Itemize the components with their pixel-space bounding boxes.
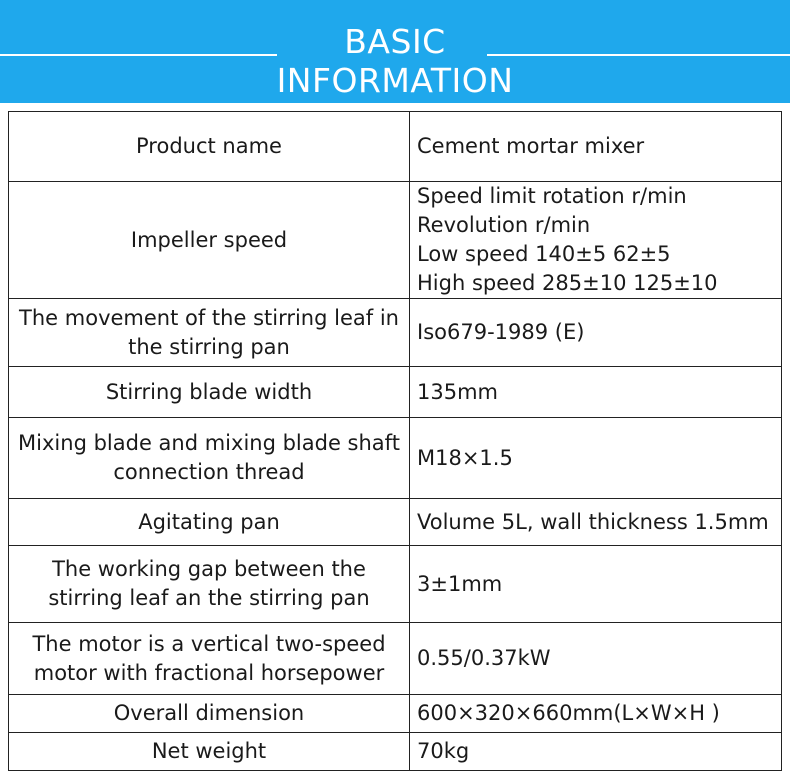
page-title-line1: BASIC	[344, 22, 446, 61]
value-line: Cement mortar mixer	[417, 134, 645, 158]
page-title	[0, 22, 790, 100]
spec-key-overall-dimension: Overall dimension	[9, 695, 410, 733]
table-row	[9, 112, 782, 182]
table-row	[9, 499, 782, 546]
value-line: 135mm	[417, 379, 498, 404]
spec-key-stirring-movement: The movement of the stirring leaf in the stirring pan	[9, 299, 410, 367]
spec-key-motor: The motor is a vertical two-speed motor with fractional horsepower	[9, 623, 410, 695]
spec-value-impeller-speed	[410, 182, 782, 299]
value-line: Low speed 140±5 62±5	[417, 242, 671, 266]
table-row	[9, 418, 782, 499]
value-line: Iso679-1989 (E)	[417, 320, 585, 344]
spec-key-product-name: Product name	[9, 112, 410, 182]
table-row	[9, 546, 782, 623]
spec-key-net-weight: Net weight	[9, 733, 410, 771]
spec-key-agitating-pan: Agitating pan	[9, 499, 410, 546]
table-row	[9, 299, 782, 367]
spec-key-blade-width: Stirring blade width	[9, 367, 410, 418]
value-line: Revolution r/min	[417, 213, 591, 237]
page-title-line2: INFORMATION	[276, 61, 514, 100]
spec-key-impeller-speed: Impeller speed	[9, 182, 410, 299]
header-banner	[0, 0, 790, 103]
value-line: 0.55/0.37kW	[417, 646, 551, 670]
table-row	[9, 182, 782, 299]
spec-key-working-gap: The working gap between the stirring leaf an the stirring pan	[9, 546, 410, 623]
spec-value-working-gap	[410, 546, 782, 623]
spec-value-net-weight	[410, 733, 782, 771]
table-row	[9, 623, 782, 695]
value-line: High speed 285±10 125±10	[417, 271, 718, 295]
table-row	[9, 733, 782, 771]
value-line: Speed limit rotation r/min	[417, 184, 687, 208]
spec-value-agitating-pan	[410, 499, 782, 546]
spec-key-connection-thread: Mixing blade and mixing blade shaft connection thread	[9, 418, 410, 499]
spec-value-product-name	[410, 112, 782, 182]
spec-value-stirring-movement	[410, 299, 782, 367]
spec-table	[8, 111, 782, 771]
value-line: 3±1mm	[417, 571, 503, 596]
spec-value-blade-width	[410, 367, 782, 418]
spec-value-overall-dimension	[410, 695, 782, 733]
value-line: 70kg	[417, 739, 470, 763]
spec-value-motor	[410, 623, 782, 695]
value-line: 600×320×660mm(L×W×H )	[417, 701, 720, 725]
spec-value-connection-thread	[410, 418, 782, 499]
table-row	[9, 695, 782, 733]
value-line: M18×1.5	[417, 445, 513, 470]
table-row	[9, 367, 782, 418]
value-line: Volume 5L, wall thickness 1.5mm	[417, 509, 769, 534]
